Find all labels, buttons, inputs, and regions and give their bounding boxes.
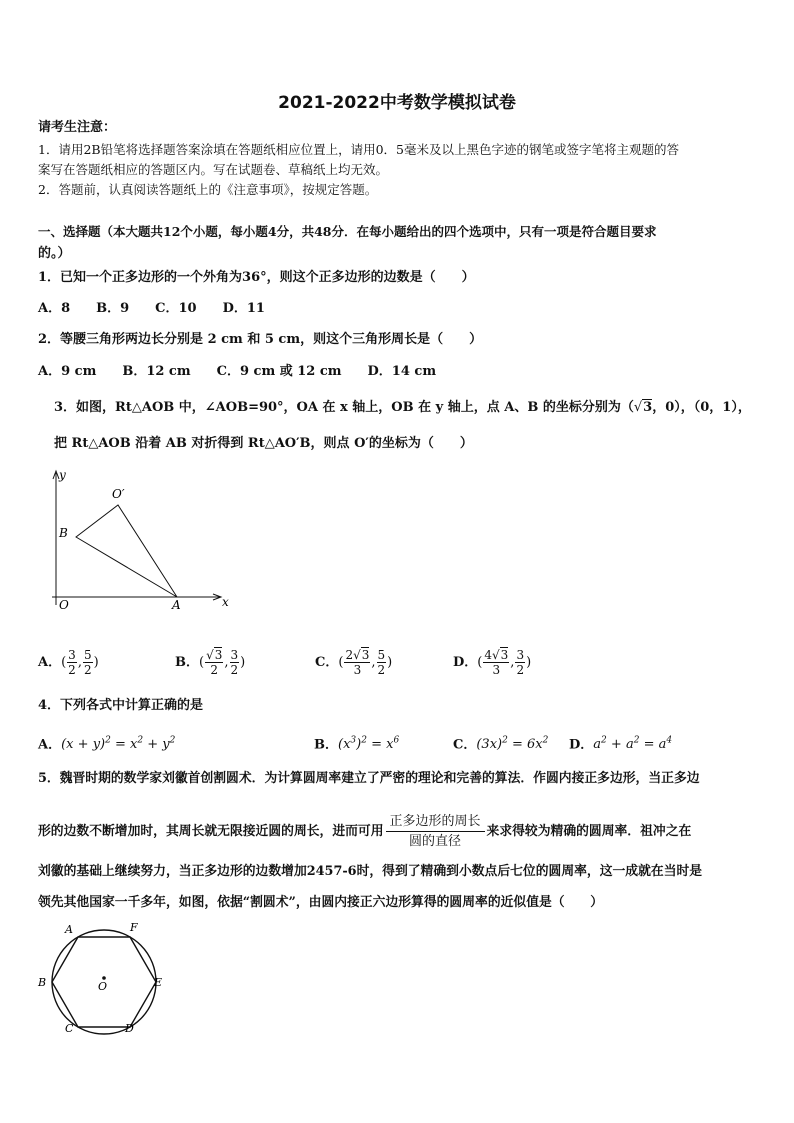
point-o-prime-label: O′	[112, 487, 125, 501]
question-3-sqrt3: 3	[643, 400, 653, 415]
question-4-option-b	[314, 731, 399, 755]
question-3-stem-part-2: ，0），（0，1），	[652, 400, 751, 415]
question-2-options: A．9 cm B．12 cm C．9 cm 或 12 cm D．14 cm	[38, 364, 437, 379]
question-3-stem-line-2: 把 Rt△AOB 沿着 AB 对折得到 Rt△AO′B，则点 O′的坐标为（ ）	[54, 436, 473, 451]
option-c-coef: 2	[345, 648, 354, 662]
question-5-figure	[34, 918, 174, 1038]
notice-line-1: 1．请用2B铅笔将选择题答案涂填在答题纸相应位置上，请用0．5毫米及以上黑色字迹的钢笔或签字笔将主观题的答	[38, 142, 679, 157]
q4-option-a-formula: $(x + y)^2 = x^2 + y^2$	[61, 736, 176, 753]
option-d-num-1: 3	[500, 648, 509, 662]
question-4-stem: 4．下列各式中计算正确的是	[38, 698, 204, 713]
option-d-num-2: 3	[516, 648, 525, 662]
question-3-option-b: B．( $\frac{√3}{2}$ , $\frac{3}{2}$ )	[175, 648, 246, 677]
hex-label-a: A	[65, 923, 73, 936]
q4-option-c-label: C．	[453, 737, 477, 753]
section-heading-line-2: 的。）	[38, 246, 71, 261]
q4-option-d-label: D．	[569, 737, 594, 753]
notice-line-2: 案写在答题纸相应的答题区内。写在试题卷、草稿纸上均无效。	[38, 162, 389, 177]
y-axis-label: y	[59, 468, 66, 482]
hex-label-d: D	[125, 1022, 134, 1035]
question-3-stem-line-1: 3．如图，Rt△AOB 中，∠AOB=90°，OA 在 x 轴上，OB 在 y 轴上，点 A、B 的坐标分别为（√3，0），（0，1），	[54, 400, 751, 415]
question-3-option-a: A．( $\frac{3}{2}$ , $\frac{5}{2}$ )	[38, 648, 99, 677]
point-b-label: B	[59, 526, 68, 540]
notice-heading: 请考生注意：	[38, 120, 117, 135]
option-a-num-2: 5	[83, 648, 92, 662]
notice-line-3: 2．答题前，认真阅读答题纸上的《注意事项》，按规定答题。	[38, 182, 378, 197]
q5-fraction-numerator: 正多边形的周长	[386, 812, 485, 832]
page-title: 2021-2022中考数学模拟试卷	[278, 93, 516, 113]
q5-fraction-denominator: 圆的直径	[409, 834, 462, 849]
folded-triangle	[76, 505, 177, 597]
hex-label-f: F	[130, 921, 138, 934]
q4-option-a-label: A．	[38, 737, 62, 753]
option-c-label: C．	[315, 655, 339, 670]
hex-label-b: B	[38, 976, 47, 989]
question-5-line-2	[38, 812, 691, 851]
option-b-label: B．	[175, 655, 199, 670]
option-d-den-1: 3	[492, 663, 501, 677]
option-a-label: A．	[38, 655, 62, 670]
question-5-line-4: 领先其他国家一千多年，如图，依据“割圆术”，由圆内接正六边形算得的圆周率的近似值是（ ）	[38, 895, 603, 910]
q4-option-b-formula: $(x^3)^2 = x^6$	[338, 736, 400, 753]
q4-option-d-formula: $a^2 + a^2 = a^4$	[593, 736, 673, 753]
x-axis-label: x	[222, 595, 229, 609]
question-3-figure	[50, 465, 240, 615]
question-4-option-a	[38, 731, 175, 755]
question-4-option-d	[569, 731, 672, 755]
option-d-coef: 4	[484, 648, 492, 662]
question-3-option-c: C．( $\frac{2√3}{3}$ , $\frac{5}{2}$ )	[315, 648, 393, 677]
option-a-num-1: 3	[68, 648, 76, 662]
option-b-den-1: 2	[210, 663, 219, 677]
hex-label-o: O	[98, 980, 108, 993]
hex-label-c: C	[65, 1022, 74, 1035]
q4-option-c-formula: $(3x)^2 = 6x^2$	[476, 736, 549, 753]
question-2-stem: 2．等腰三角形两边长分别是 2 cm 和 5 cm，则这个三角形周长是（ ）	[38, 332, 483, 347]
option-a-den-1: 2	[68, 663, 76, 677]
option-d-den-2: 2	[516, 663, 525, 677]
question-5-line-1: 5．魏晋时期的数学家刘徽首创割圆术．为计算圆周率建立了严密的理论和完善的算法．作圆内接正多边形，当正多边	[38, 771, 700, 786]
question-5-line-3: 刘徽的基础上继续努力，当正多边形的边数增加2457-6时，得到了精确到小数点后七位的圆周率，这一成就在当时是	[38, 864, 703, 879]
option-c-den-1: 3	[353, 663, 362, 677]
question-3-stem-part-1: 3．如图，Rt△AOB 中，∠AOB=90°，OA 在 x 轴上，OB 在 y 轴上，点 A、B 的坐标分别为（	[54, 400, 634, 415]
hex-label-e: E	[154, 976, 163, 989]
question-1-stem: 1．已知一个正多边形的一个外角为36°，则这个正多边形的边数是（ ）	[38, 270, 475, 285]
option-b-num-2: 3	[230, 648, 239, 662]
option-c-num-1: 3	[361, 648, 370, 662]
question-3-option-d: D．( $\frac{4√3}{3}$ , $\frac{3}{2}$ )	[453, 648, 532, 677]
option-d-label: D．	[453, 655, 478, 670]
question-1-options: A．8 B．9 C．10 D．11	[38, 301, 265, 316]
section-heading-line-1: 一、选择题（本大题共12个小题，每小题4分，共48分．在每小题给出的四个选项中，只有一项是符合题目要求	[38, 224, 657, 239]
option-b-den-2: 2	[230, 663, 239, 677]
option-b-num-1: 3	[214, 648, 223, 662]
option-c-den-2: 2	[377, 663, 386, 677]
q5-line-2-part-1: 形的边数不断增加时，其周长就无限接近圆的周长，进而可用	[38, 824, 384, 839]
q5-line-2-part-2: 来求得较为精确的圆周率．祖冲之在	[486, 824, 692, 839]
point-o-label: O	[59, 598, 69, 612]
question-4-option-c	[453, 731, 548, 755]
q4-option-b-label: B．	[314, 737, 338, 753]
point-a-label: A	[172, 598, 181, 612]
option-c-num-2: 5	[377, 648, 386, 662]
option-a-den-2: 2	[83, 663, 92, 677]
